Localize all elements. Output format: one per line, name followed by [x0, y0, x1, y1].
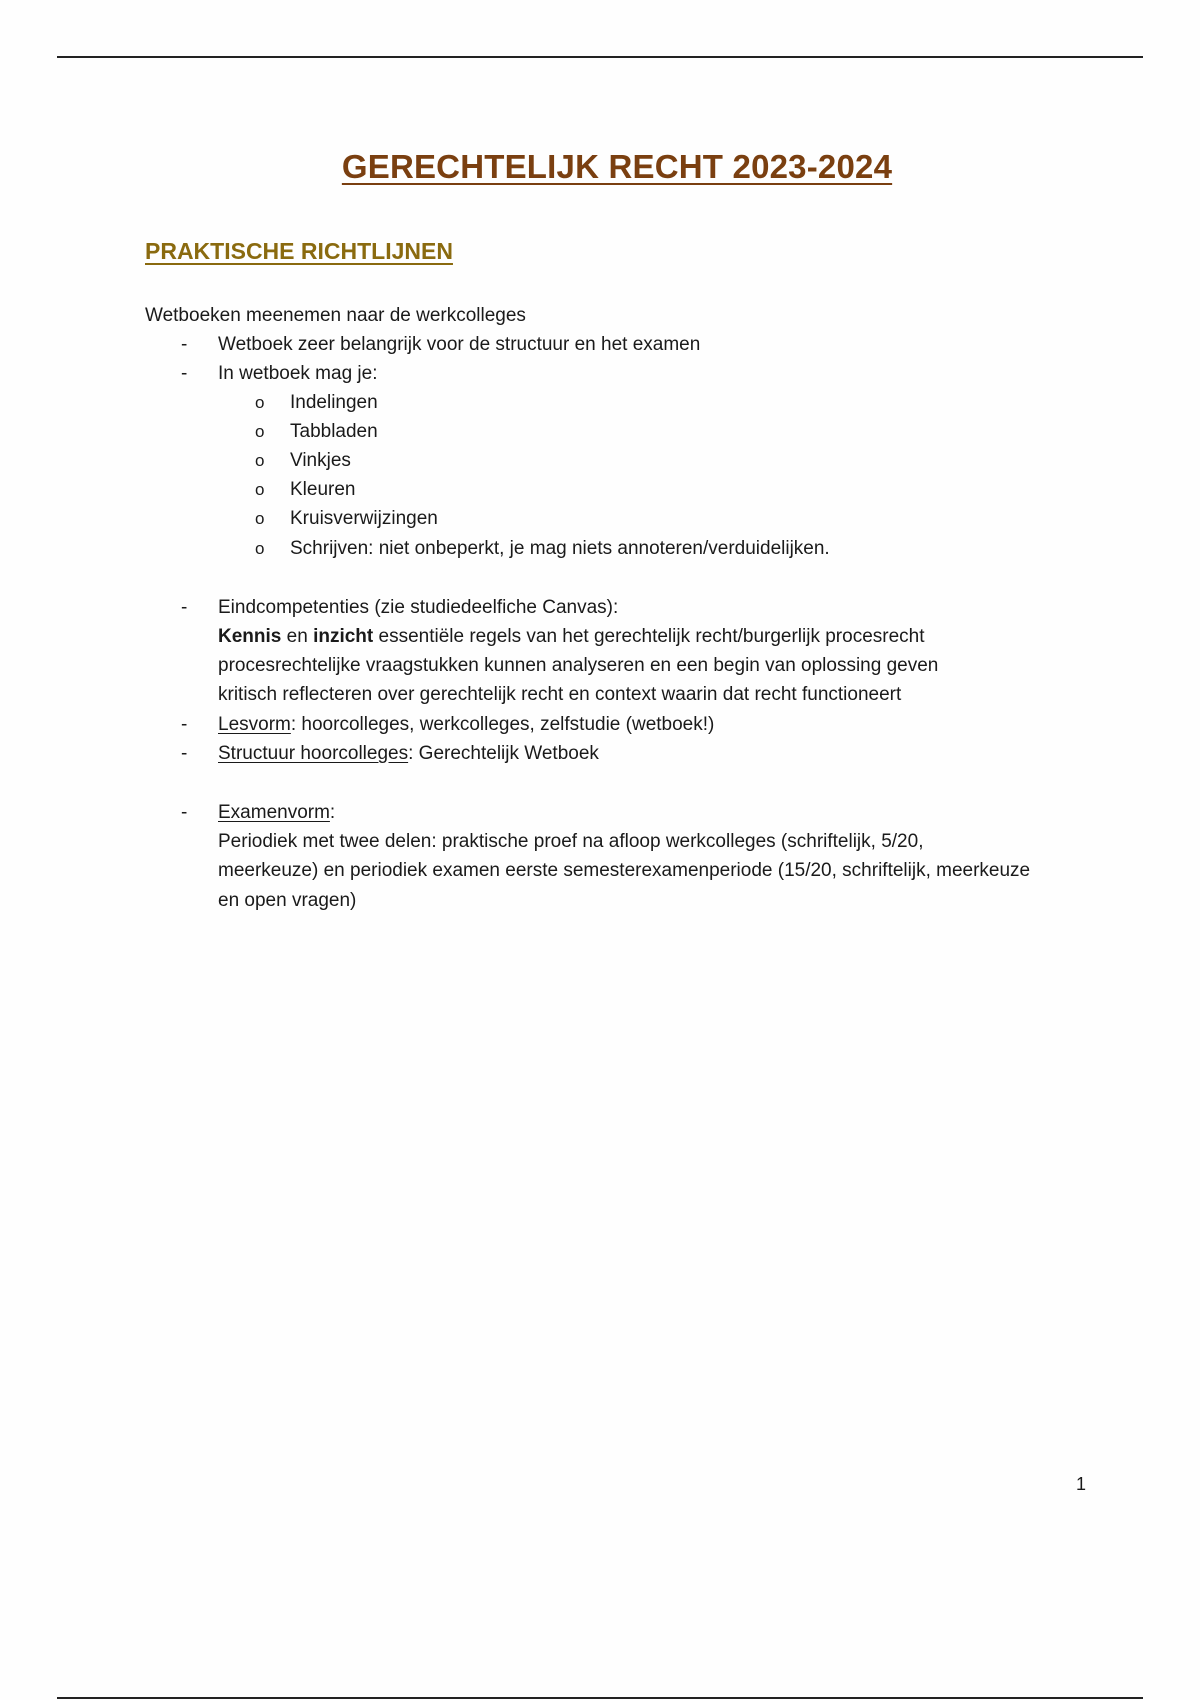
sub-marker: o [255, 480, 265, 499]
intro-line: Wetboeken meenemen naar de werkcolleges [145, 305, 526, 326]
bullet-lesvorm [218, 713, 714, 737]
sub-item-vinkjes: Vinkjes [290, 450, 351, 471]
bullet-belangrijk: Wetboek zeer belangrijk voor de structuur en het examen [218, 334, 701, 355]
sub-marker: o [255, 393, 265, 412]
kennis-bold: Kennis [218, 626, 282, 647]
inzicht-bold: inzicht [313, 626, 374, 647]
lesvorm-text: : hoorcolleges, werkcolleges, zelfstudie (wetboek!) [290, 714, 715, 735]
eindcompetenties-line-2: procesrechtelijke vraagstukken kunnen analyseren en een begin van oplossing geven [218, 655, 939, 676]
sub-marker: o [255, 509, 265, 528]
bullet-marker: - [181, 802, 188, 823]
sub-item-kleuren: Kleuren [290, 479, 356, 500]
bullet-marker: - [181, 743, 188, 764]
page-number: 1 [1076, 1474, 1087, 1494]
examenvorm-label: Examenvorm [218, 802, 330, 823]
bullet-marker: - [181, 597, 188, 618]
header-rule [57, 56, 1143, 58]
bullet-marker: - [181, 714, 188, 735]
examenvorm-line-1: Periodiek met twee delen: praktische proef na afloop werkcolleges (schriftelijk, 5/20, [218, 831, 924, 852]
bullet-mag-je: In wetboek mag je: [218, 363, 378, 384]
and-text: en [281, 626, 314, 647]
sub-marker: o [255, 422, 265, 441]
examenvorm-line-3: en open vragen) [218, 890, 357, 911]
sub-item-indelingen: Indelingen [290, 392, 378, 413]
structuur-label: Structuur hoorcolleges [218, 743, 409, 764]
sub-marker: o [255, 539, 265, 558]
footer-rule [57, 1697, 1143, 1699]
eindcompetenties-line-1 [218, 625, 925, 649]
eindcompetenties-line-3: kritisch reflecteren over gerechtelijk recht en context waarin dat recht functioneert [218, 684, 902, 705]
sub-item-schrijven: Schrijven: niet onbeperkt, je mag niets annoteren/verduidelijken. [290, 538, 830, 559]
sub-item-tabbladen: Tabbladen [290, 421, 378, 442]
structuur-text: : Gerechtelijk Wetboek [408, 743, 599, 764]
bullet-marker: - [181, 334, 188, 355]
examenvorm-colon: : [329, 802, 336, 823]
section-heading: PRAKTISCHE RICHTLIJNEN [145, 238, 453, 264]
examenvorm-line-2: meerkeuze) en periodiek examen eerste semesterexamenperiode (15/20, schriftelijk, meerkeuze [218, 860, 1031, 881]
bullet-marker: - [181, 363, 188, 384]
sub-marker: o [255, 451, 265, 470]
document-title: GERECHTELIJK RECHT 2023-2024 [341, 148, 893, 185]
bullet-examenvorm [218, 801, 335, 825]
sub-item-kruisverwijzingen: Kruisverwijzingen [290, 508, 438, 529]
bullet-structuur [218, 742, 599, 766]
lesvorm-label: Lesvorm [218, 714, 291, 735]
eindcompetenties-rest: essentiële regels van het gerechtelijk recht/burgerlijk procesrecht [373, 626, 925, 647]
eindcompetenties-label: Eindcompetenties (zie studiedeelfiche Canvas): [218, 597, 619, 618]
